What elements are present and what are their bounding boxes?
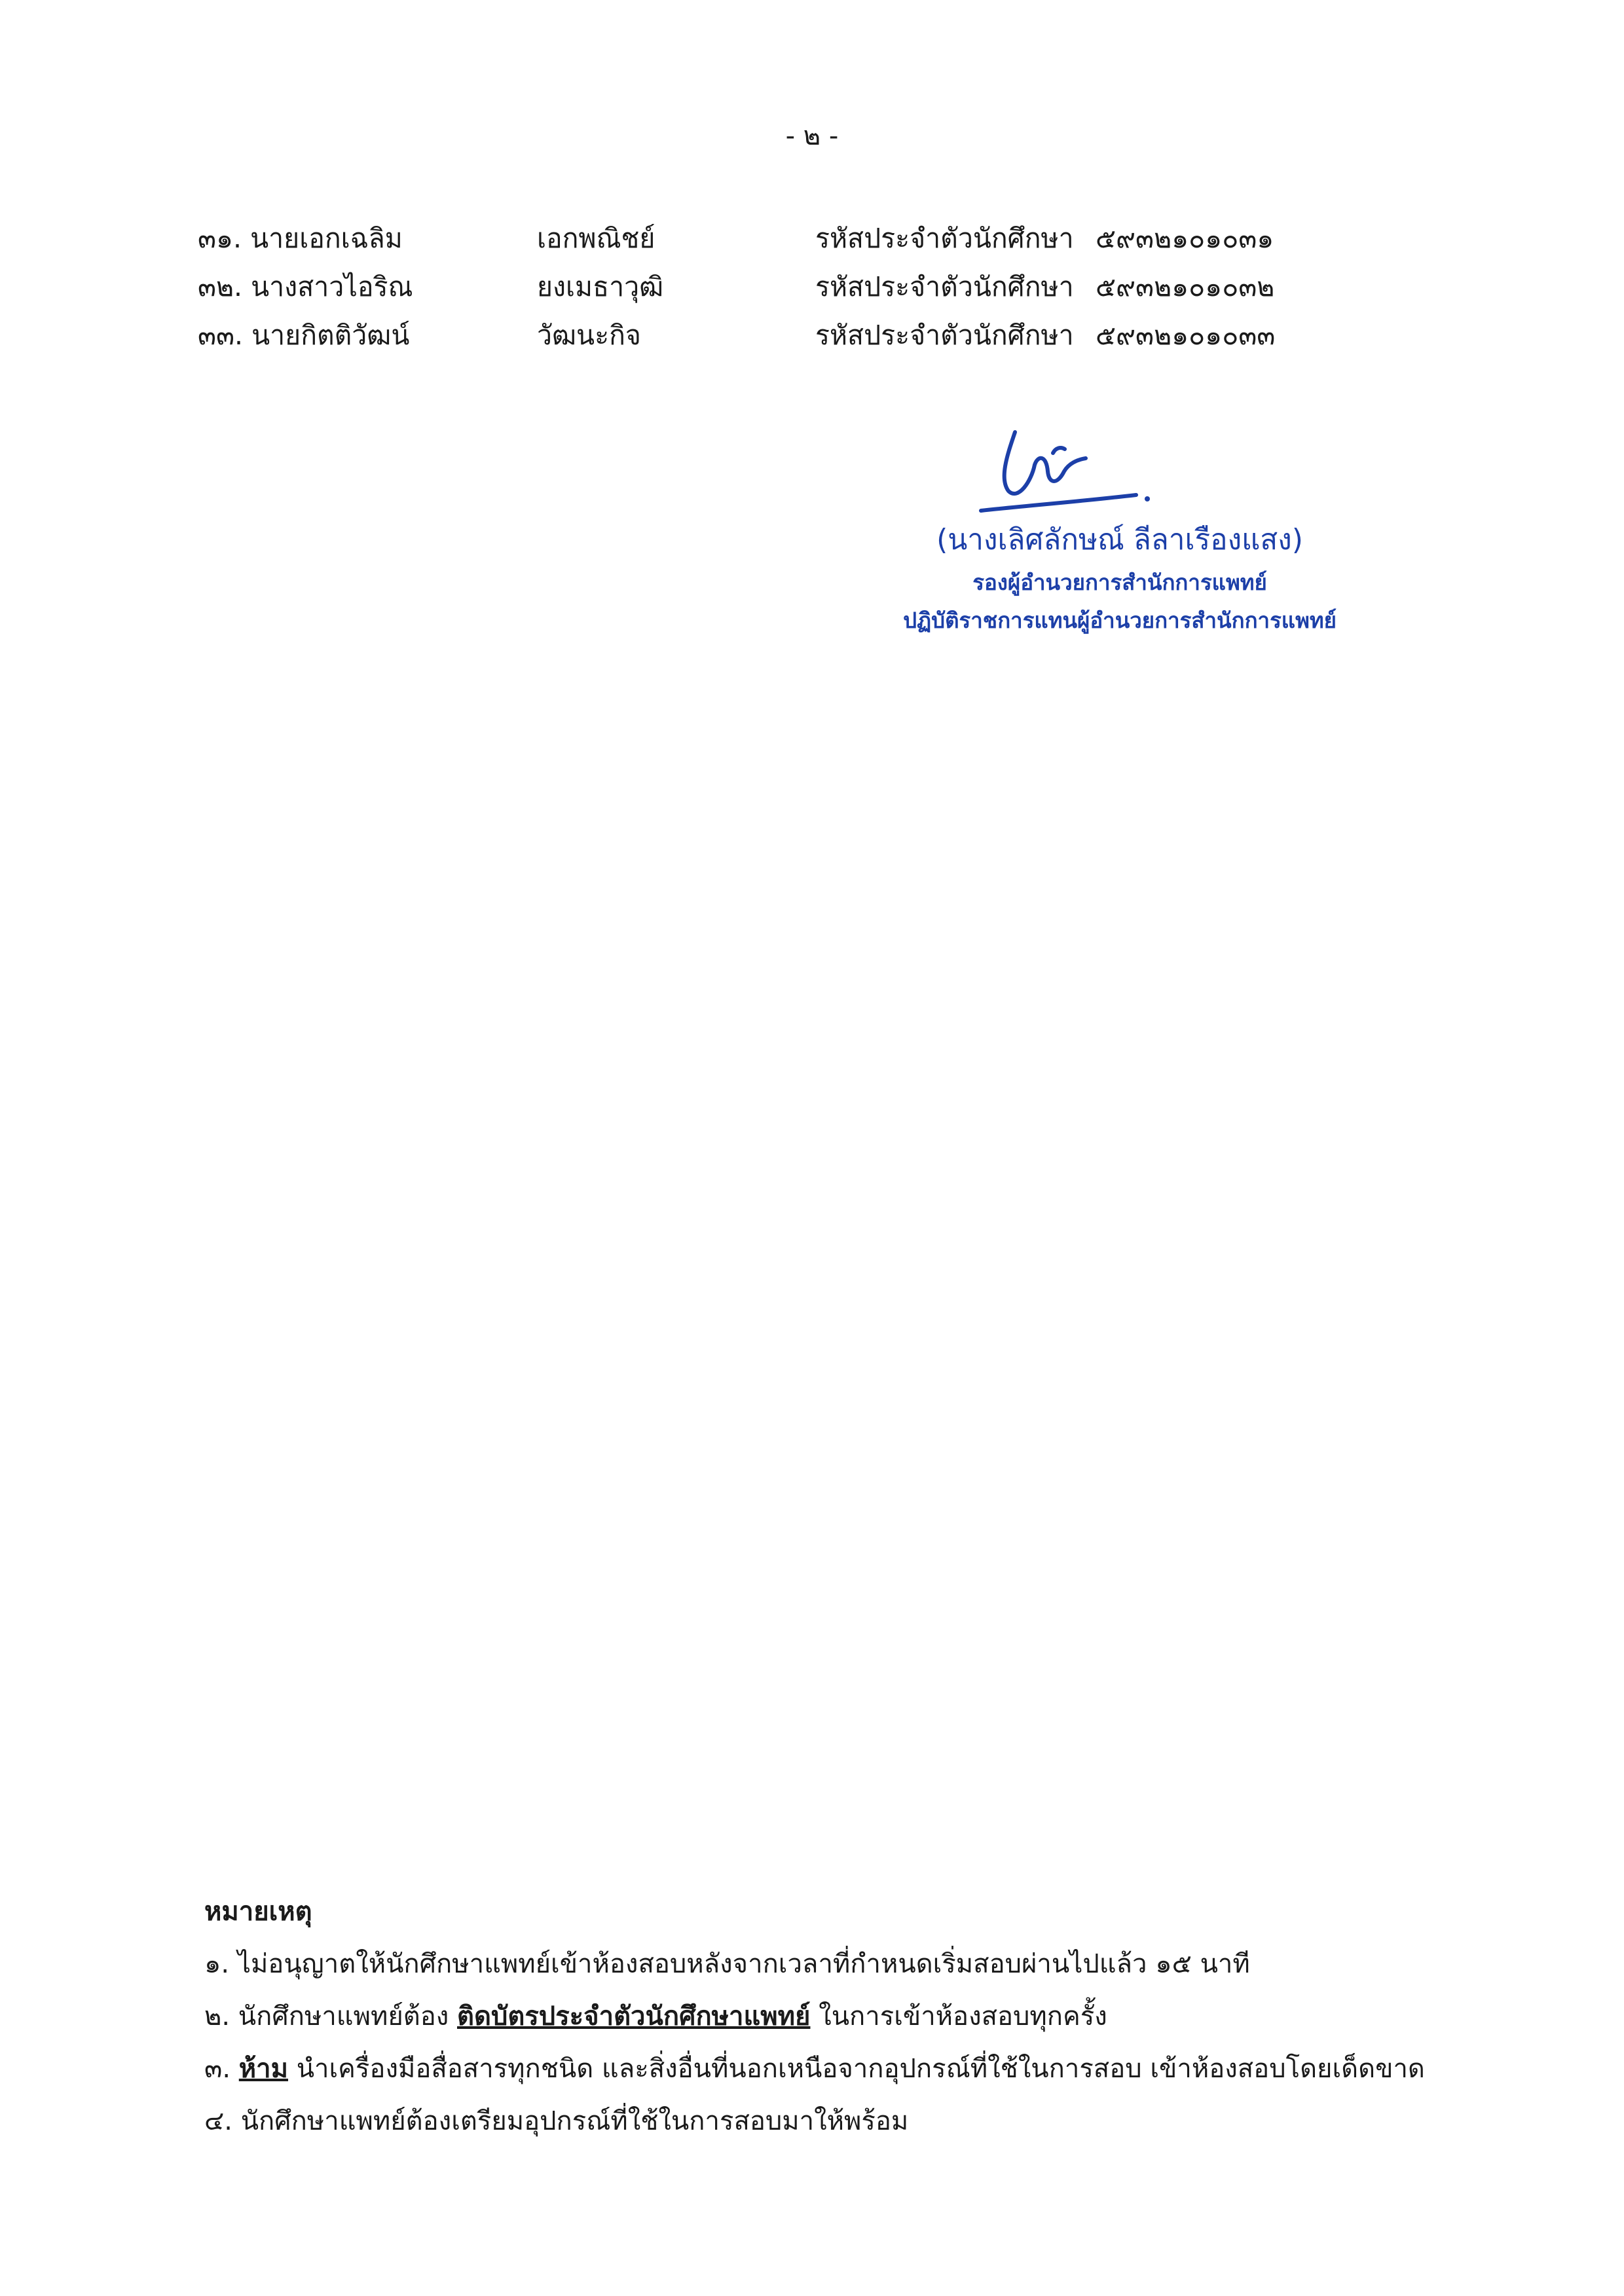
student-row — [0, 262, 1624, 312]
student-name: ๓๒. นางสาวไอริณ — [198, 271, 413, 302]
student-name: ๓๓. นายกิตติวัฒน์ — [198, 319, 410, 351]
page-number: - ๒ - — [785, 121, 839, 151]
student-surname: ยงเมธาวุฒิ — [537, 271, 664, 302]
notes-section — [204, 1886, 1514, 2147]
student-row — [0, 213, 1624, 263]
student-name: ๓๑. นายเอกเฉลิม — [198, 223, 403, 254]
notes-title: หมายเหตุ — [204, 1897, 312, 1927]
signature-block — [786, 419, 1454, 655]
student-id: ๕๙๓๒๑๐๑๐๓๓ — [1096, 319, 1276, 351]
note-item-3 — [204, 2043, 1514, 2095]
note-item-2 — [204, 1990, 1514, 2043]
signatory-name: (นางเลิศลักษณ์ ลีลาเรืองแสง) — [936, 523, 1303, 556]
note-item-1: ๑. ไม่อนุญาตให้นักศึกษาแพทย์เข้าห้องสอบหลังจากเวลาที่กำหนดเริ่มสอบผ่านไปแล้ว ๑๕ นาที — [204, 1949, 1250, 1979]
note-item-2-prefix: ๒. นักศึกษาแพทย์ต้อง — [204, 2001, 457, 2032]
student-surname: เอกพณิชย์ — [537, 223, 655, 254]
student-id: ๕๙๓๒๑๐๑๐๓๒ — [1096, 271, 1275, 302]
student-id-label: รหัสประจำตัวนักศึกษา — [815, 271, 1074, 302]
handwritten-signature — [969, 419, 1166, 517]
note-item-4: ๔. นักศึกษาแพทย์ต้องเตรียมอุปกรณ์ที่ใช้ในการสอบมาให้พร้อม — [204, 2106, 909, 2136]
student-id-label: รหัสประจำตัวนักศึกษา — [815, 223, 1074, 254]
note-item-3-suffix: นำเครื่องมือสื่อสารทุกชนิด และสิ่งอื่นที่นอกเหนือจากอุปกรณ์ที่ใช้ในการสอบ เข้าห้องสอบโดยเด็ดขาด — [287, 2054, 1425, 2084]
student-id: ๕๙๓๒๑๐๑๐๓๑ — [1096, 223, 1274, 254]
signatory-acting-title: ปฏิบัติราชการแทนผู้อำนวยการสำนักการแพทย์ — [903, 608, 1337, 633]
signatory-title: รองผู้อำนวยการสำนักการแพทย์ — [972, 570, 1267, 595]
note-item-2-emphasis: ติดบัตรประจำตัวนักศึกษาแพทย์ — [457, 2001, 811, 2032]
student-id-label: รหัสประจำตัวนักศึกษา — [815, 319, 1074, 351]
student-row — [0, 310, 1624, 360]
note-item-3-emphasis: ห้าม — [238, 2054, 288, 2084]
note-item-2-suffix: ในการเข้าห้องสอบทุกครั้ง — [810, 2001, 1107, 2032]
student-surname: วัฒนะกิจ — [537, 319, 641, 351]
note-item-3-prefix: ๓. — [204, 2054, 239, 2084]
